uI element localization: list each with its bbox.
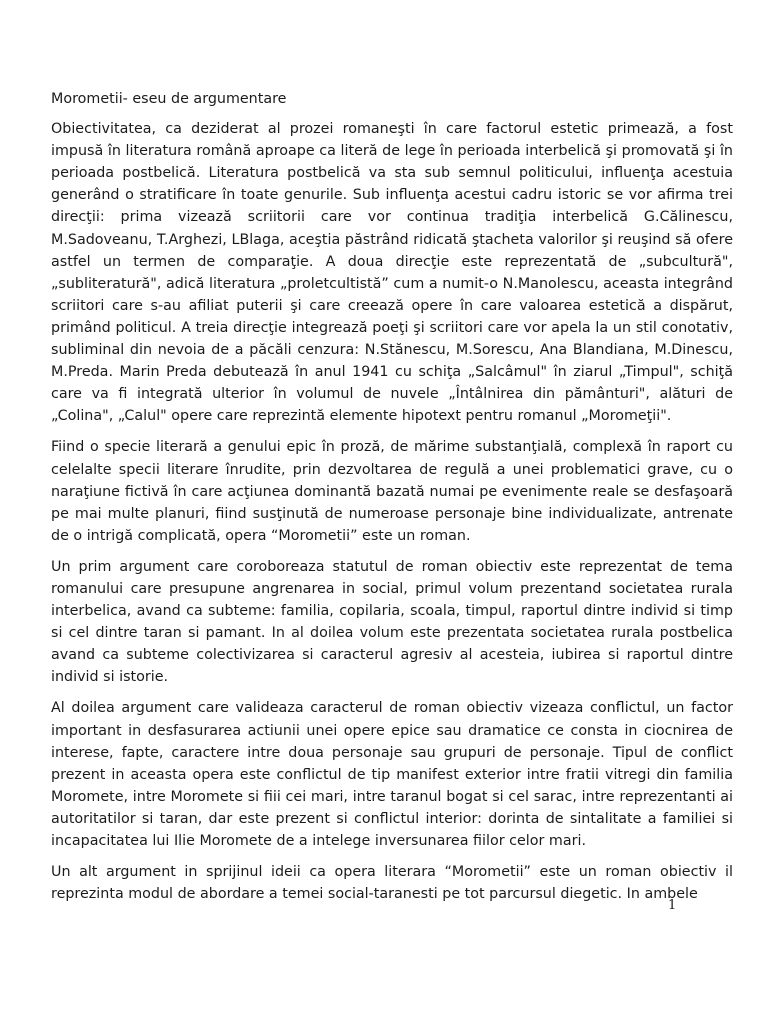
- paragraph-argument-approach: Un alt argument in sprijinul ideii ca opera literara “Morometii” este un roman obiectiv il reprezinta modul de abordare a temei social-taranesti pe tot parcursul diegetic. In ambele: [51, 864, 733, 903]
- paragraph-argument-conflict: Al doilea argument care valideaza caracterul de roman obiectiv vizeaza conflictul, un factor important in desfasurarea actiunii unei opere epice sau dramatice ce consta in ciocnirea de interese, fapte, caractere intre doua personaje sau grupuri de personaje. Tipul de conflict prezent in aceasta opera este conflictul de tip manifest exterior intre fratii vitregi din familia Moromete, intre Moromete si fiii cei mari, intre taranul bogat si cel sarac, intre reprezentanti ai autoritatilor si taran, dar este prezent si conflictul interior: dorinta de sintalitate a familiei si incapacitatea lui Ilie Moromete de a intelege inversunarea fiilor celor mari.: [51, 700, 733, 849]
- document-body: [51, 88, 733, 914]
- paragraph-intro: Obiectivitatea, ca deziderat al prozei romaneşti în care factorul estetic primează, a fost impusă în literatura română aproape ca literă de lege în perioada interbelică şi promovată şi în perioada postbelică. Literatura postbelică va sta sub semnul politicului, influenţa acestuia generând o stratificare în toate genurile. Sub influenţa acestui cadru istoric se vor afirma trei direcţii: prima vizează scriitorii care vor continua tradiţia interbelică G.Călinescu, M.Sadoveanu, T.Arghezi, LBlaga, aceştia păstrând ridicată ştacheta valorilor şi reuşind să ofere astfel un termen de comparaţie. A doua direcţie este reprezentată de „subcultură", „subliteratură", adică literatura „proletcultistă” cum a numit-o N.Manolescu, aceasta integrând scriitori care s-au afiliat puterii şi care creează opere în care valoarea estetică a dispărut, primând politicul. A treia direcţie integrează poeţi şi scriitori care vor apela la un stil conotativ, subliminal din nevoia de a păcăli cenzura: N.Stănescu, M.Sorescu, Ana Blandiana, M.Dinescu, M.Preda. Marin Preda debutează în anul 1941 cu schiţa „Salcâmul" în ziarul „Timpul", schiţă care va fi integrată ulterior în volumul de nuvele „Întâlnirea din pământuri", alături de „Colina", „Calul" opere care reprezintă elemente hipotext pentru romanul „Moromeţii".: [51, 121, 733, 425]
- paragraph-argument-theme: Un prim argument care coroboreaza statutul de roman obiectiv este reprezentat de tema romanului care presupune angrenarea in social, primul volum prezentand societatea rurala interbelica, avand ca subteme: familia, copilaria, scoala, timpul, raportul dintre individ si timp si cel dintre taran si pamant. In al doilea volum este prezentata societatea rurala postbelica avand ca subteme colectivizarea si caracterul agresiv al acesteia, iubirea si raportul dintre individ si istorie.: [51, 558, 733, 686]
- document-title: Morometii- eseu de argumentare: [51, 91, 287, 107]
- page-number: 1: [668, 898, 677, 913]
- paragraph-definition: Fiind o specie literară a genului epic în proză, de mărime substanţială, complexă în raport cu celelalte specii literare înrudite, prin dezvoltarea de regulă a unei problematici grave, cu o naraţiune fictivă în care acţiunea dominantă bazată numai pe evenimente reale se desfaşoară pe mai multe planuri, fiind susţinută de numeroase personaje bine individualizate, antrenate de o intrigă complicată, opera “Morometii” este un roman.: [51, 439, 733, 544]
